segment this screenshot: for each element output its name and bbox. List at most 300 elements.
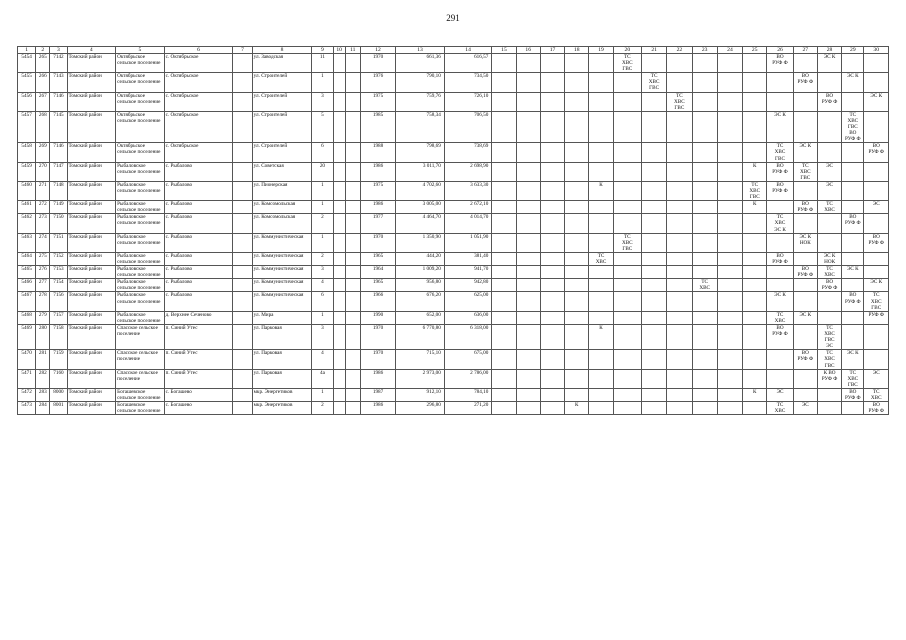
empty-cell <box>767 201 793 214</box>
empty-cell <box>233 92 252 111</box>
object-code: 7158 <box>50 324 67 349</box>
locality-name: с. Рыбалово <box>164 162 233 181</box>
street-name: ул. Коммунистическая <box>252 233 312 252</box>
empty-cell <box>717 201 742 214</box>
empty-cell <box>233 292 252 311</box>
street-name: ул. Коммунистическая <box>252 292 312 311</box>
service-mark: ТС ХВС ГВС <box>667 92 692 111</box>
empty-cell <box>793 388 817 401</box>
settlement-name: Рыбаловское сельское поселение <box>116 311 165 324</box>
empty-cell <box>345 111 360 142</box>
settlement-name: Октябрьское сельское поселение <box>116 143 165 162</box>
empty-cell <box>692 311 717 324</box>
house-number: 3 <box>312 324 333 349</box>
settlement-name: Рыбаловское сельское поселение <box>116 279 165 292</box>
row-id: 5463 <box>18 233 36 252</box>
row-number: 281 <box>36 350 50 369</box>
table-row <box>18 143 889 162</box>
empty-cell <box>516 350 540 369</box>
living-area: 6 318,00 <box>444 324 492 349</box>
living-area: 616,57 <box>444 54 492 73</box>
locality-name: с. Богашево <box>164 388 233 401</box>
construction-year: 1986 <box>360 201 395 214</box>
empty-cell <box>767 233 793 252</box>
empty-cell <box>565 388 589 401</box>
empty-cell <box>641 252 666 265</box>
object-code: 7147 <box>50 162 67 181</box>
empty-cell <box>516 143 540 162</box>
empty-cell <box>540 92 564 111</box>
empty-cell <box>540 54 564 73</box>
street-name: ул. Советская <box>252 162 312 181</box>
empty-cell <box>589 214 613 233</box>
empty-cell <box>864 73 889 92</box>
empty-cell <box>793 54 817 73</box>
empty-cell <box>345 143 360 162</box>
empty-cell <box>492 143 516 162</box>
service-mark: ТС ХВС ГВС <box>793 162 817 181</box>
row-number: 276 <box>36 266 50 279</box>
empty-cell <box>492 350 516 369</box>
row-id: 5466 <box>18 279 36 292</box>
house-number: 2 <box>312 252 333 265</box>
empty-cell <box>743 369 767 388</box>
construction-year: 1990 <box>360 311 395 324</box>
row-number: 272 <box>36 201 50 214</box>
empty-cell <box>233 201 252 214</box>
total-area: 790,10 <box>396 73 445 92</box>
table-row <box>18 162 889 181</box>
service-mark: ВО РУФ Ф <box>864 143 889 162</box>
empty-cell <box>233 233 252 252</box>
service-mark: ВО РУФ Ф <box>767 54 793 73</box>
empty-cell <box>233 311 252 324</box>
total-area: 296,80 <box>396 402 445 415</box>
column-header-1: 1 <box>18 47 36 54</box>
empty-cell <box>492 201 516 214</box>
construction-year: 1977 <box>360 214 395 233</box>
empty-cell <box>767 350 793 369</box>
column-header-19: 19 <box>589 47 613 54</box>
empty-cell <box>345 369 360 388</box>
empty-cell <box>345 324 360 349</box>
empty-cell <box>717 111 742 142</box>
living-area: 942,80 <box>444 279 492 292</box>
empty-cell <box>793 369 817 388</box>
total-area: 759,76 <box>396 92 445 111</box>
table-row <box>18 214 889 233</box>
locality-name: с. Рыбалово <box>164 233 233 252</box>
living-area: 734,50 <box>444 73 492 92</box>
empty-cell <box>817 402 841 415</box>
row-id: 5469 <box>18 324 36 349</box>
page-number: 291 <box>446 13 460 23</box>
row-number: 267 <box>36 92 50 111</box>
table-row <box>18 279 889 292</box>
house-number: 4 <box>312 350 333 369</box>
locality-name: с. Октябрьское <box>164 73 233 92</box>
house-number: 1 <box>312 311 333 324</box>
empty-cell <box>333 111 345 142</box>
locality-name: с. Рыбалово <box>164 252 233 265</box>
empty-cell <box>540 111 564 142</box>
street-name: ул. Комсомольская <box>252 201 312 214</box>
construction-year: 1970 <box>360 233 395 252</box>
column-header-21: 21 <box>641 47 666 54</box>
house-number: 2 <box>312 402 333 415</box>
table-row <box>18 201 889 214</box>
row-id: 5456 <box>18 92 36 111</box>
object-code: 7154 <box>50 279 67 292</box>
empty-cell <box>333 73 345 92</box>
district-name: Томский район <box>67 292 116 311</box>
service-mark: ТС ХВС <box>864 388 889 401</box>
empty-cell <box>492 252 516 265</box>
empty-cell <box>516 279 540 292</box>
empty-cell <box>233 324 252 349</box>
row-number: 277 <box>36 279 50 292</box>
district-name: Томский район <box>67 279 116 292</box>
district-name: Томский район <box>67 324 116 349</box>
empty-cell <box>613 279 641 292</box>
settlement-name: Спасское сельское поселение <box>116 369 165 388</box>
empty-cell <box>492 111 516 142</box>
street-name: ул. Парковая <box>252 350 312 369</box>
district-name: Томский район <box>67 311 116 324</box>
row-number: 269 <box>36 143 50 162</box>
empty-cell <box>692 388 717 401</box>
empty-cell <box>717 279 742 292</box>
total-area: 1 009,20 <box>396 266 445 279</box>
object-code: 7160 <box>50 369 67 388</box>
service-mark: ТС ХВС <box>767 402 793 415</box>
street-name: ул. Строителей <box>252 73 312 92</box>
empty-cell <box>767 266 793 279</box>
empty-cell <box>667 214 692 233</box>
column-header-25: 25 <box>743 47 767 54</box>
service-mark: ВО РУФ Ф <box>793 73 817 92</box>
empty-cell <box>743 252 767 265</box>
object-code: 7148 <box>50 181 67 200</box>
row-id: 5460 <box>18 181 36 200</box>
service-mark: ЭС <box>864 201 889 214</box>
empty-cell <box>565 369 589 388</box>
empty-cell <box>492 54 516 73</box>
table-row <box>18 181 889 200</box>
empty-cell <box>345 402 360 415</box>
settlement-name: Спасское сельское поселение <box>116 350 165 369</box>
empty-cell <box>565 292 589 311</box>
total-area: 2 973,00 <box>396 369 445 388</box>
empty-cell <box>767 73 793 92</box>
construction-year: 1985 <box>360 111 395 142</box>
settlement-name: Богашевское сельское поселение <box>116 388 165 401</box>
service-mark: ТС ХВС <box>767 311 793 324</box>
empty-cell <box>667 369 692 388</box>
service-mark: ЭС К <box>864 279 889 292</box>
column-header-30: 30 <box>864 47 889 54</box>
empty-cell <box>565 73 589 92</box>
empty-cell <box>589 92 613 111</box>
empty-cell <box>233 162 252 181</box>
column-header-7: 7 <box>233 47 252 54</box>
service-mark: ТС ХВС ГВС <box>743 181 767 200</box>
empty-cell <box>233 181 252 200</box>
empty-cell <box>793 324 817 349</box>
locality-name: с. Рыбалово <box>164 214 233 233</box>
service-mark: ЭС К <box>767 111 793 142</box>
construction-year: 1988 <box>360 143 395 162</box>
empty-cell <box>565 279 589 292</box>
object-code: 7143 <box>50 73 67 92</box>
empty-cell <box>641 266 666 279</box>
service-mark: ТС ХВС <box>589 252 613 265</box>
service-mark: ЭС К НОК <box>817 252 841 265</box>
service-mark: ТС ХВС ГВС <box>842 369 864 388</box>
empty-cell <box>516 54 540 73</box>
empty-cell <box>667 143 692 162</box>
empty-cell <box>333 292 345 311</box>
empty-cell <box>565 214 589 233</box>
empty-cell <box>743 92 767 111</box>
empty-cell <box>589 292 613 311</box>
empty-cell <box>842 92 864 111</box>
object-code: 8001 <box>50 402 67 415</box>
house-number: 6 <box>312 292 333 311</box>
empty-cell <box>692 181 717 200</box>
empty-cell <box>717 252 742 265</box>
empty-cell <box>793 214 817 233</box>
empty-cell <box>540 324 564 349</box>
row-id: 5457 <box>18 111 36 142</box>
house-number: 2 <box>312 214 333 233</box>
empty-cell <box>864 266 889 279</box>
street-name: ул. Коммунистическая <box>252 279 312 292</box>
living-area: 3 633,30 <box>444 181 492 200</box>
object-code: 7145 <box>50 111 67 142</box>
district-name: Томский район <box>67 402 116 415</box>
empty-cell <box>516 181 540 200</box>
construction-year: 1986 <box>360 402 395 415</box>
table-row <box>18 54 889 73</box>
empty-cell <box>667 73 692 92</box>
empty-cell <box>589 73 613 92</box>
column-header-20: 20 <box>613 47 641 54</box>
empty-cell <box>717 324 742 349</box>
service-mark: ТС ХВС ГВС <box>817 350 841 369</box>
row-number: 270 <box>36 162 50 181</box>
service-mark: К <box>565 402 589 415</box>
total-area: 4 464,70 <box>396 214 445 233</box>
empty-cell <box>817 292 841 311</box>
empty-cell <box>743 266 767 279</box>
empty-cell <box>233 252 252 265</box>
empty-cell <box>692 201 717 214</box>
total-area: 444,20 <box>396 252 445 265</box>
empty-cell <box>667 350 692 369</box>
empty-cell <box>667 292 692 311</box>
settlement-name: Октябрьское сельское поселение <box>116 73 165 92</box>
empty-cell <box>743 350 767 369</box>
empty-cell <box>345 54 360 73</box>
service-mark: ЭС <box>817 181 841 200</box>
service-mark: ТС ХВС <box>817 266 841 279</box>
row-number: 283 <box>36 388 50 401</box>
district-name: Томский район <box>67 111 116 142</box>
locality-name: п. Синий Утес <box>164 324 233 349</box>
empty-cell <box>767 92 793 111</box>
object-code: 7146 <box>50 92 67 111</box>
living-area: 1 051,90 <box>444 233 492 252</box>
row-number: 268 <box>36 111 50 142</box>
row-id: 5470 <box>18 350 36 369</box>
object-code: 7152 <box>50 252 67 265</box>
district-name: Томский район <box>67 369 116 388</box>
empty-cell <box>589 233 613 252</box>
empty-cell <box>613 369 641 388</box>
total-area: 4 702,60 <box>396 181 445 200</box>
table-body <box>18 54 889 415</box>
empty-cell <box>767 369 793 388</box>
empty-cell <box>613 266 641 279</box>
empty-cell <box>667 181 692 200</box>
row-id: 5467 <box>18 292 36 311</box>
empty-cell <box>345 214 360 233</box>
empty-cell <box>743 311 767 324</box>
row-number: 284 <box>36 402 50 415</box>
empty-cell <box>333 162 345 181</box>
empty-cell <box>565 350 589 369</box>
empty-cell <box>492 369 516 388</box>
service-mark: ТС ХВС ГВС <box>613 54 641 73</box>
row-number: 280 <box>36 324 50 349</box>
service-mark: ЭС К <box>864 92 889 111</box>
empty-cell <box>692 266 717 279</box>
empty-cell <box>540 143 564 162</box>
service-mark: ЭС К <box>842 350 864 369</box>
row-number: 282 <box>36 369 50 388</box>
empty-cell <box>565 311 589 324</box>
construction-year: 1970 <box>360 54 395 73</box>
empty-cell <box>565 201 589 214</box>
empty-cell <box>589 279 613 292</box>
empty-cell <box>492 279 516 292</box>
empty-cell <box>641 292 666 311</box>
empty-cell <box>613 143 641 162</box>
object-code: 7150 <box>50 214 67 233</box>
object-code: 7153 <box>50 266 67 279</box>
column-header-22: 22 <box>667 47 692 54</box>
empty-cell <box>233 73 252 92</box>
service-mark: ЭС <box>864 369 889 388</box>
settlement-name: Октябрьское сельское поселение <box>116 92 165 111</box>
empty-cell <box>864 54 889 73</box>
empty-cell <box>692 111 717 142</box>
empty-cell <box>540 311 564 324</box>
empty-cell <box>717 73 742 92</box>
settlement-name: Богашевское сельское поселение <box>116 402 165 415</box>
service-mark: ВО РУФ Ф <box>767 181 793 200</box>
table-row <box>18 233 889 252</box>
service-mark: К <box>589 324 613 349</box>
total-area: 956,80 <box>396 279 445 292</box>
service-mark: ВО РУФ Ф <box>864 233 889 252</box>
service-mark: ЭС К <box>817 54 841 73</box>
empty-cell <box>565 143 589 162</box>
district-name: Томский район <box>67 73 116 92</box>
house-number: 1 <box>312 233 333 252</box>
service-mark: ВО РУФ Ф <box>842 292 864 311</box>
empty-cell <box>793 111 817 142</box>
street-name: ул. Строителей <box>252 143 312 162</box>
total-area: 3 005,00 <box>396 201 445 214</box>
empty-cell <box>233 350 252 369</box>
empty-cell <box>492 402 516 415</box>
empty-cell <box>333 54 345 73</box>
column-header-10: 10 <box>333 47 345 54</box>
empty-cell <box>613 181 641 200</box>
table-row <box>18 266 889 279</box>
column-header-24: 24 <box>717 47 742 54</box>
empty-cell <box>864 324 889 349</box>
empty-cell <box>233 388 252 401</box>
column-header-28: 28 <box>817 47 841 54</box>
empty-cell <box>589 266 613 279</box>
district-name: Томский район <box>67 214 116 233</box>
street-name: ул. Пионерская <box>252 181 312 200</box>
empty-cell <box>641 324 666 349</box>
construction-year: 1975 <box>360 181 395 200</box>
table-row <box>18 111 889 142</box>
district-name: Томский район <box>67 233 116 252</box>
total-area: 1 350,90 <box>396 233 445 252</box>
empty-cell <box>864 162 889 181</box>
empty-cell <box>667 54 692 73</box>
street-name: ул. Мира <box>252 311 312 324</box>
empty-cell <box>516 162 540 181</box>
object-code: 7159 <box>50 350 67 369</box>
service-mark: ТС ХВС <box>817 201 841 214</box>
table-row <box>18 388 889 401</box>
row-id: 5471 <box>18 369 36 388</box>
service-mark: ЭС К <box>793 143 817 162</box>
empty-cell <box>793 252 817 265</box>
column-header-27: 27 <box>793 47 817 54</box>
living-area: 784,10 <box>444 388 492 401</box>
living-area: 675,00 <box>444 350 492 369</box>
empty-cell <box>333 92 345 111</box>
service-mark: ВО РУФ Ф <box>842 214 864 233</box>
empty-cell <box>692 252 717 265</box>
service-mark: ЭС К <box>793 311 817 324</box>
table-row <box>18 402 889 415</box>
column-header-15: 15 <box>492 47 516 54</box>
settlement-name: Октябрьское сельское поселение <box>116 111 165 142</box>
locality-name: с. Рыбалово <box>164 292 233 311</box>
empty-cell <box>641 279 666 292</box>
total-area: 715,10 <box>396 350 445 369</box>
empty-cell <box>540 279 564 292</box>
empty-cell <box>641 54 666 73</box>
empty-cell <box>641 369 666 388</box>
empty-cell <box>842 181 864 200</box>
empty-cell <box>641 402 666 415</box>
empty-cell <box>345 279 360 292</box>
empty-cell <box>717 162 742 181</box>
service-mark: К ВО РУФ Ф <box>817 369 841 388</box>
row-number: 273 <box>36 214 50 233</box>
row-id: 5464 <box>18 252 36 265</box>
